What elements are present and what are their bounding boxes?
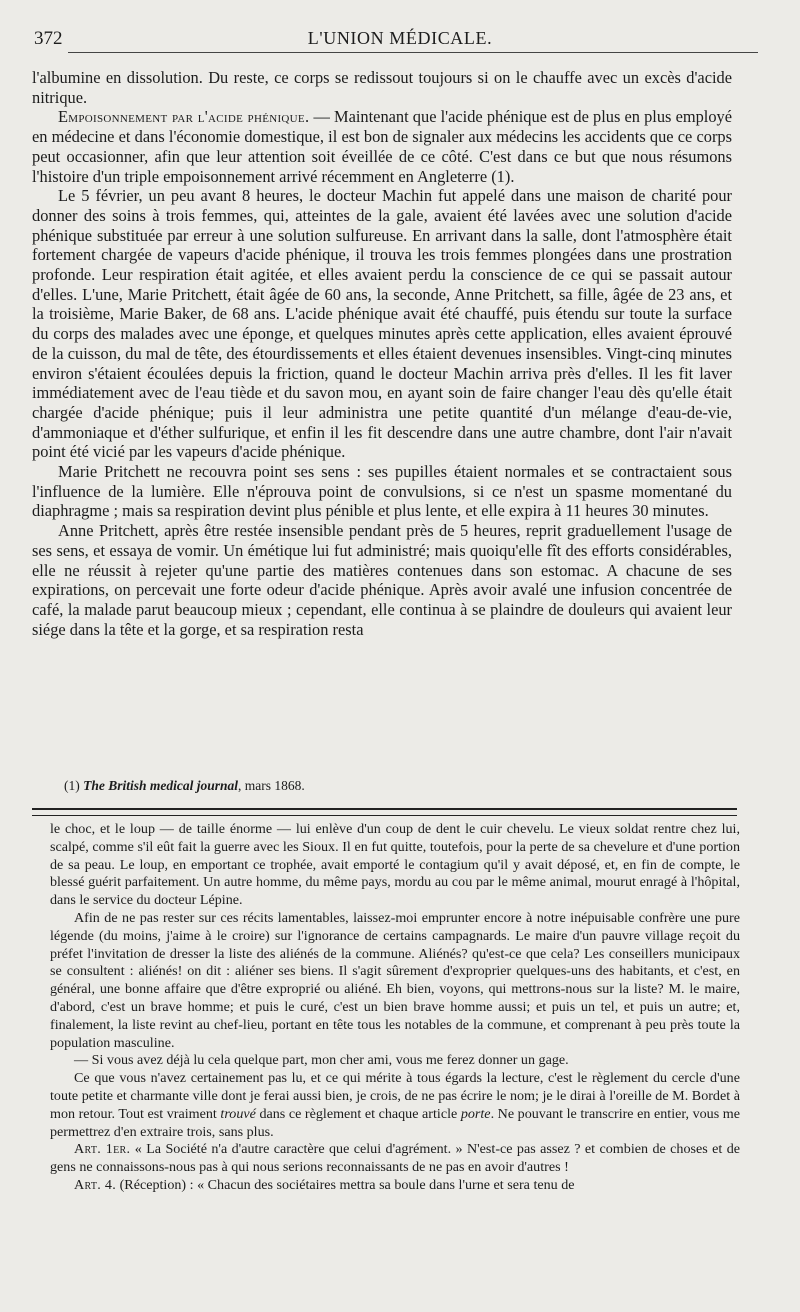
paragraph (50, 1141, 740, 1177)
running-title: L'UNION MÉDICALE. (307, 28, 493, 48)
footnote-journal: The British medical journal (83, 778, 239, 793)
paragraph: le choc, et le loup — de taille énorme — lui enlève d'un coup de dent le cuir chevelu. Le vieux soldat rentre chez lui, scalpé, comme s'il eût fait la guerre avec les Sioux. Il en fut quitte, toutefois, pour la perte de sa chevelure et d'une portion de sa peau. Le loup, en emportant ce trophée, avait emporté le contagium qu'il y avait déposé, et, en fin de compte, le blessé guérit parfaitement. Un autre homme, du même pays, mordu au cou par le même animal, mourut enragé à l'hôpital, dans le service du docteur Lépine. (50, 821, 740, 909)
footnote-marker: (1) (64, 778, 80, 793)
header-rule (68, 52, 758, 53)
paragraph-text: — Maintenant que l'acide phénique est de plus en plus employé en médecine et dans l'économie domestique, il est bon de signaler aux médecins les accidents que ce corps peut occasionner, afin que leur attention soit éveillée de ce côté. C'est dans ce but que nous résumons l'histoire d'un triple empoisonnement arrivé récemment en Angleterre (1). (32, 107, 733, 186)
paragraph (32, 107, 732, 186)
footnote (64, 777, 724, 795)
footnote-date: , mars 1868. (238, 778, 305, 793)
page-header (0, 22, 800, 54)
paragraph: Anne Pritchett, après être restée insensible pendant près de 5 heures, reprit graduellement l'usage de ses sens, et essaya de vomir. Un émétique lui fut administré; mais quoiqu'elle fît des efforts considérables, elle ne réussit à rejeter qu'une partie des matières contenues dans son estomac. A chacune de ses expirations, on percevait une forte odeur d'acide phénique. Après avoir avalé une infusion concentrée de café, la malade parut beaucoup mieux ; cependant, elle continua à se plaindre de douleurs qui avaient leur siége dans la tête et la gorge, et sa respiration resta (32, 521, 732, 639)
paragraph: Afin de ne pas rester sur ces récits lamentables, laissez-moi emprunter encore à notre inépuisable confrère une pure légende (du moins, j'aime à le croire) sur l'ignorance de certains campagnards. Le maire d'un pauvre village reçoit du préfet l'invitation de dresser la liste des aliénés de la commune. Aliénés? qu'est-ce que cela? Les conseillers municipaux se consultent : aliénés! on dit : aliéner ses biens. Il s'agit sûrement d'exproprier quelques-uns des habitants, et c'est, en général, une bonne affaire que d'être exproprié ou aliéné. Eh bien, voyons, qui mettrons-nous sur la liste? M. le maire, d'abord, c'est un brave homme; et puis le curé, c'est un bien brave homme aussi; et puis un tel, et puis un autre; et, finalement, la liste revint au chef-lieu, portant en tête tous les notables de la commune, et comprenant à peu près toute la population masculine. (50, 909, 740, 1051)
paragraph (50, 1070, 740, 1141)
main-article (32, 68, 732, 639)
article-label: Art. 1er. (74, 1141, 131, 1158)
paragraph (50, 1177, 740, 1195)
paragraph: Marie Pritchett ne recouvra point ses sens : ses pupilles étaient normales et se contractaient sous l'influence de la lumière. Elle n'éprouva point de convulsions, si ce n'est un spasme momentané du diaphragme ; mais sa respiration devint plus pénible et plus lente, et elle expira à 11 heures 30 minutes. (32, 462, 732, 521)
paragraph-text: (Réception) : « Chacun des sociétaires mettra sa boule dans l'urne et sera tenu de (116, 1176, 575, 1193)
article-label: Art. 4. (74, 1176, 117, 1193)
italic-word: porte (460, 1105, 491, 1122)
paragraph-text: Ce que vous n'avez certainement pas lu, et ce qui mérite à tous égards la lecture, c'est le règlement du cercle d'une toute petite et charmante ville dont je ferai aussi bien, je crois, de ne pas écrire le nom; je le dirai à l'oreille de M. Bordet à mon retour. Tout est vraiment (50, 1070, 740, 1122)
paragraph-text: « La Société n'a d'autre caractère que celui d'agrément. » N'est-ce pas assez ? et combien de choses et de gens ne connaissons-nous pas à qui nous serions reconnaissants de ne pas en avoir d'autres ! (50, 1141, 741, 1176)
paragraph-text: . Ne pouvant le transcrire en entier, vous me permettrez d'en extraire trois, sans plus. (50, 1105, 740, 1140)
italic-word: trouvé (220, 1105, 256, 1122)
feuilleton (50, 821, 740, 1195)
section-divider (32, 808, 737, 816)
paragraph: Le 5 février, un peu avant 8 heures, le docteur Machin fut appelé dans une maison de charité pour donner des soins à trois femmes, qui, atteintes de la gale, avaient été lavées avec une solution d'acide phénique substituée par erreur à une solution sulfureuse. En arrivant dans la salle, dont l'atmosphère était fortement chargée de vapeurs d'acide phénique, il trouva les trois femmes plongées dans une prostration profonde. Leur respiration était agitée, et elles avaient perdu la conscience de ce qui se passait autour d'elles. L'une, Marie Pritchett, était âgée de 60 ans, la seconde, Anne Pritchett, sa fille, âgée de 23 ans, et la troisième, Marie Baker, de 68 ans. L'acide phénique avait été chauffé, puis étendu sur toute la surface du corps des malades avec une éponge, et quelques minutes après cette application, elles avaient éprouvé de la cuisson, du mal de tête, des étourdissements et elles étaient devenues insensibles. Vingt-cinq minutes environ s'étaient écoulées depuis la friction, quand le docteur Machin arriva près d'elles. Il les fit laver immédiatement avec de l'eau tiède et du savon mou, en ayant soin de faire changer l'eau dès qu'elle était chargée d'acide phénique; puis il leur administra une petite quantité d'un mélange d'eau-de-vie, d'ammoniaque et d'éther sulfurique, et enfin il les fit descendre dans une autre chambre, dont l'air n'avait point été vicié par les vapeurs d'acide phénique. (32, 186, 732, 462)
paragraph: l'albumine en dissolution. Du reste, ce corps se redissout toujours si on le chauffe avec un excès d'acide nitrique. (32, 68, 732, 107)
page-number: 372 (34, 28, 63, 49)
paragraph-text: dans ce règlement et chaque article (255, 1105, 461, 1122)
paragraph: — Si vous avez déjà lu cela quelque part, mon cher ami, vous me ferez donner un gage. (74, 1052, 569, 1069)
section-heading: Empoisonnement par l'acide phénique. (58, 107, 310, 127)
